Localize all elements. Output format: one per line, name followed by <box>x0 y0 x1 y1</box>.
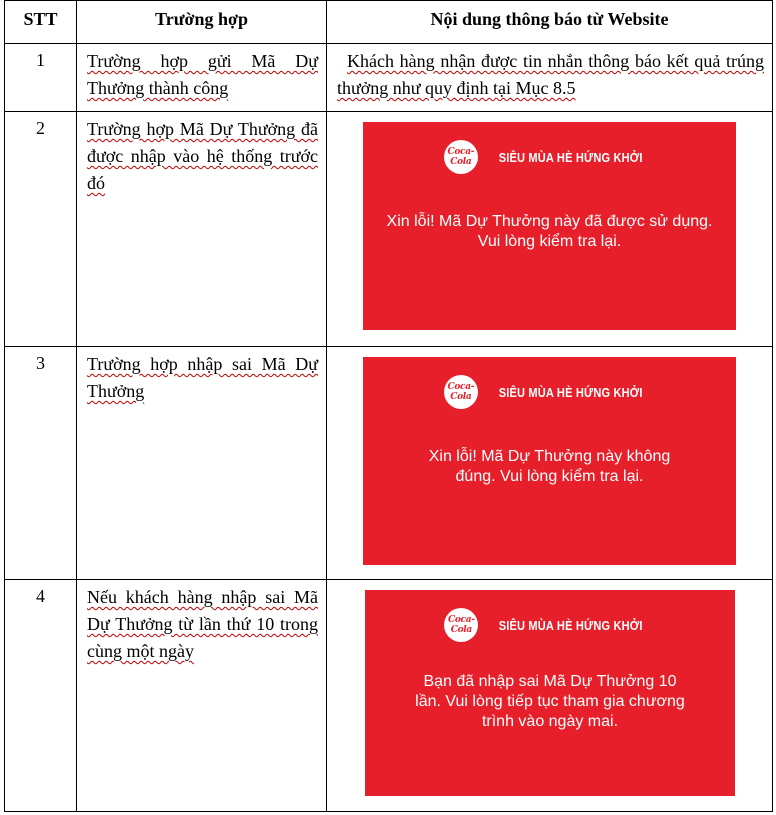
row-number: 3 <box>5 347 77 580</box>
header-stt: STT <box>5 1 77 44</box>
campaign-tagline: SIÊU MÙA HÈ HỨNG KHỞI <box>498 384 643 400</box>
content-card-cell <box>327 580 773 812</box>
notification-table <box>4 0 773 812</box>
card-brand <box>363 140 736 174</box>
table-header-row <box>5 1 773 44</box>
case-text: Trường hợp nhập sai Mã Dự Thưởng <box>77 347 327 580</box>
row-number: 1 <box>5 44 77 112</box>
table-row <box>5 44 773 112</box>
card-message: Bạn đã nhập sai Mã Dự Thưởng 10 lần. Vui lòng tiếp tục tham gia chương trình vào ngày mai. <box>415 673 685 730</box>
campaign-tagline: SIÊU MÙA HÈ HỨNG KHỞI <box>499 617 643 633</box>
case-text: Nếu khách hàng nhập sai Mã Dự Thưởng từ lần thứ 10 trong cùng một ngày <box>77 580 327 812</box>
coca-cola-logo: Coca-Cola <box>444 608 478 642</box>
error-notification-card <box>363 357 736 565</box>
header-content: Nội dung thông báo từ Website <box>327 1 773 44</box>
card-brand <box>363 375 736 409</box>
card-brand <box>365 608 735 642</box>
table-row <box>5 580 773 812</box>
coca-cola-logo: Coca-Cola <box>444 375 478 409</box>
row-number: 4 <box>5 580 77 812</box>
table-row <box>5 112 773 347</box>
error-notification-card <box>365 590 735 796</box>
error-notification-card <box>363 122 736 330</box>
header-case: Trường hợp <box>77 1 327 44</box>
content-card-cell <box>327 347 773 580</box>
card-message: Xin lỗi! Mã Dự Thưởng này đã được sử dụng. Vui lòng kiểm tra lại. <box>386 213 713 250</box>
table-row <box>5 347 773 580</box>
coca-cola-logo: Coca-Cola <box>444 140 478 174</box>
campaign-tagline: SIÊU MÙA HÈ HỨNG KHỞI <box>498 149 643 165</box>
content-text: Khách hàng nhận được tin nhắn thông báo kết quả trúng thưởng như quy định tại Mục 8.5 <box>327 44 773 112</box>
card-message: Xin lỗi! Mã Dự Thưởng này không đúng. Vui lòng kiểm tra lại. <box>428 448 671 485</box>
content-card-cell <box>327 112 773 347</box>
case-text: Trường hợp gửi Mã Dự Thưởng thành công <box>77 44 327 112</box>
row-number: 2 <box>5 112 77 347</box>
case-text: Trường hợp Mã Dự Thưởng đã được nhập vào hệ thống trước đó <box>77 112 327 347</box>
